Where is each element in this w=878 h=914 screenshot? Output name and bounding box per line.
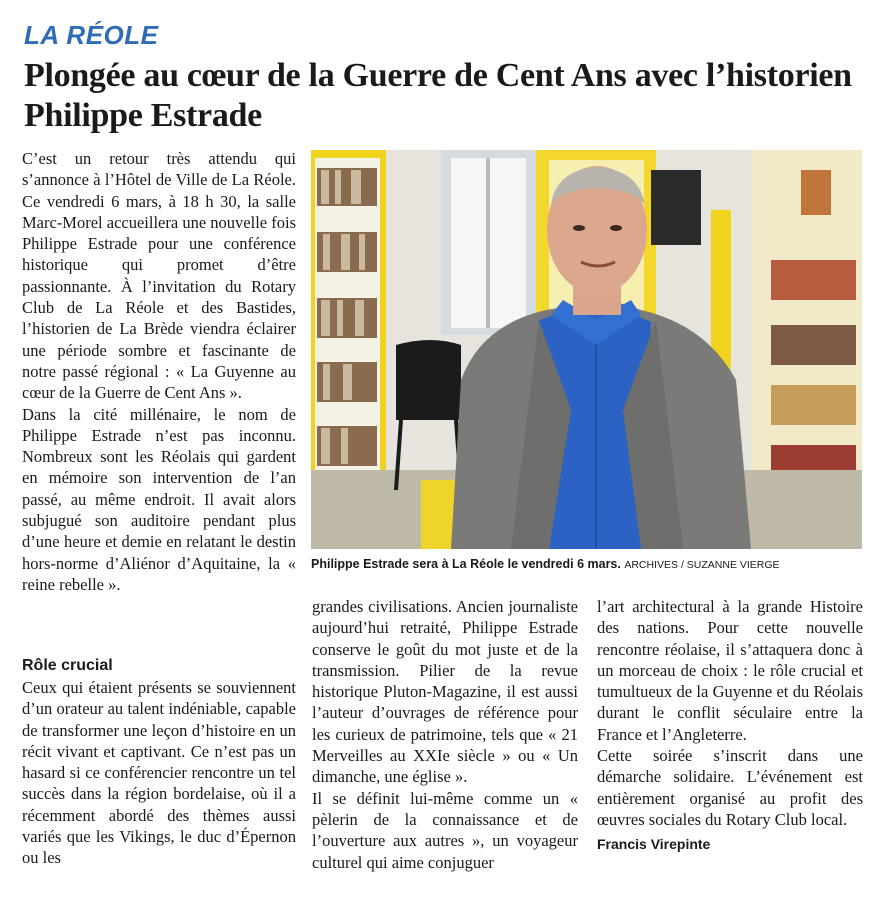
caption-text: Philippe Estrade sera à La Réole le vendredi 6 mars.: [311, 557, 621, 571]
subheading: Rôle crucial: [22, 657, 113, 674]
body-paragraph: C’est un retour très attendu qui s’annonce à l’Hôtel de Ville de La Réole. Ce vendredi 6 mars, à 18 h 30, la salle Marc-Morel accueillera une nouvelle fois Philippe Estrade pour une conférence historique qui promet d’être passionnante. À l’invitation du Rotary Club de La Réole et des Bastides, l’historien de La Brède viendra éclairer une période sombre et fascinante de notre passé régional : « La Guyenne au cœur de la Guerre de Cent Ans ».: [22, 149, 296, 403]
body-paragraph: Il se définit lui-même comme un « pèlerin de la connaissance et de l’ouverture aux autres », un voyageur culturel qui aime conjuguer: [312, 788, 578, 872]
article-photo: [311, 150, 862, 549]
body-paragraph: Dans la cité millénaire, le nom de Philippe Estrade n’est pas inconnu. Nombreux sont les Réolais qui gardent en mémoire son intervention de l’an passé, au même endroit. Il avait alors subjugué son auditoire pendant plus d’une heure et demie en relatant le destin hors-norme d’Aliénor d’Aquitaine, la « reine rebelle ».: [22, 404, 296, 594]
byline: Francis Virepinte: [597, 836, 711, 853]
photo-caption: [311, 557, 871, 571]
column-2: [312, 596, 578, 873]
column-1: [22, 148, 296, 595]
section-label: LA RÉOLE: [24, 20, 159, 50]
body-paragraph: Cette soirée s’inscrit dans une démarche solidaire. L’événement est entièrement organisé au profit des œuvres sociales du Rotary Club local.: [597, 746, 863, 829]
body-paragraph: Ceux qui étaient présents se souviennent d’un orateur au talent indéniable, capable de transformer une leçon d’histoire en un récit vivant et captivant. Ce n’est pas un hasard si ce conférencier rencontre un tel succès dans la région bordelaise, où il a récemment abordé des thèmes aussi variés que les Vikings, le duc d’Épernon ou les: [22, 678, 296, 868]
headline: Plongée au cœur de la Guerre de Cent Ans avec l’historien Philippe Estrade: [24, 57, 852, 134]
column-1-lower: [22, 655, 296, 869]
column-3: [597, 596, 863, 856]
portrait-photo-icon: [311, 150, 862, 549]
body-paragraph: l’art architectural à la grande Histoire des nations. Pour cette nouvelle rencontre réolaise, il s’attaquera donc à un morceau de choix : le rôle crucial et tumultueux de la Guyenne et du Réolais durant le conflit séculaire entre la France et l’Angleterre.: [597, 597, 863, 744]
photo-credit: ARCHIVES / SUZANNE VIERGE: [624, 559, 780, 571]
body-paragraph: grandes civilisations. Ancien journaliste aujourd’hui retraité, Philippe Estrade conserve le goût du mot juste et de la transmission. Pilier de la revue historique Pluton-Magazine, il est aussi l’auteur d’ouvrages de référence pour les curieux de patrimoine, tels que « 21 Merveilles au XXIe siècle » ou « Un dimanche, une église ».: [312, 597, 578, 787]
